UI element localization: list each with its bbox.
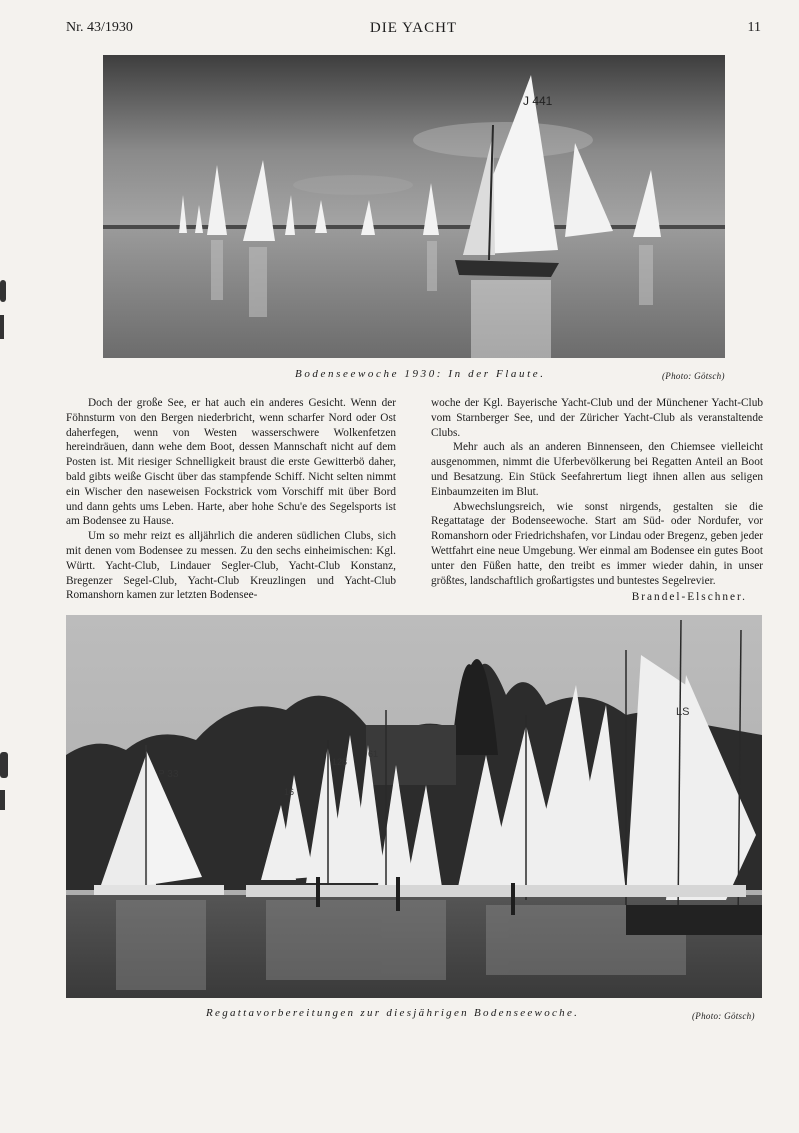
scan-margin-mark (0, 280, 6, 302)
article-column-right (431, 396, 763, 605)
photo1-caption: Bodenseewoche 1930: In der Flaute. (295, 368, 546, 380)
sail-number-ls: LS (676, 706, 690, 718)
magazine-title: DIE YACHT (369, 20, 458, 36)
photo-regatta-preparations (66, 615, 762, 998)
page-header (66, 20, 761, 42)
photo1-credit: (Photo: Götsch) (662, 371, 725, 381)
sail-number-main: J 441 (523, 94, 553, 108)
article-paragraph: woche der Kgl. Bayerische Yacht-Club und der Münchener Yacht-Club vom Starnberger See, und der Züricher Yacht-Club als veranstaltende Clubs. (431, 397, 763, 439)
scan-margin-mark (0, 752, 8, 778)
author-signature: Brandel-Elschner. (631, 591, 747, 604)
article-paragraph: Mehr auch als an anderen Binnenseen, den Chiemsee vielleicht ausgenommen, nimmt die Uferbevölkerung bei Regatten Anteil an Boot und Besatzung. Ein Stück Seefahrertum liegt ihnen allen aus seligen Einbaumzeiten im Blut. (431, 441, 763, 498)
article-paragraph: Doch der große See, er hat auch ein anderes Gesicht. Wenn der Föhnsturm von den Bergen niederbricht, wenn scharfer Nord oder Ost daherfegen, wenn von Westen wasserschwere Wolkenfetzen hereindräuen, dann wehe dem Boot, dessen Mannschaft nicht auf dem Posten ist. Mit riesiger Schnelligkeit braust die erste Gewitterbö daher, bald gibts weiße Gischt über das stampfende Schiff. Nicht selten nimmt ein Wischer den naseweisen Fockstrick vom Vorschiff mit über Bord und dann gehts ums Leben. Harte, aber hohe Schu'e des Segelsports ist am Bodensee zu Hause. (66, 397, 396, 528)
sail-number-p33: P 33 (158, 769, 179, 780)
sail-number-16: 16 (284, 787, 295, 797)
scan-margin-mark (0, 790, 5, 810)
article-paragraph: Um so mehr reizt es alljährlich die anderen südlichen Clubs, sich mit denen vom Bodensee zu messen. Zu den sechs einheimischen: Kgl. Württ. Yacht-Club, Lindauer Segler-Club, Yacht-Club Konstanz, Bregenzer Segel-Club, Yacht-Club Kreuzlingen und Yacht-Club Romanshorn kamen zur letzten Bodensee- (66, 530, 396, 602)
issue-number: Nr. 43/1930 (66, 20, 133, 35)
photo-regatta-calm (103, 55, 725, 358)
photo2-credit: (Photo: Götsch) (692, 1011, 755, 1021)
sail-number-61: 61 (368, 749, 379, 759)
article-paragraph: Abwechslungsreich, wie sonst nirgends, gestalten sie die Regattatage der Bodenseewoche. Start am Süd- oder Nordufer, vor Romanshorn oder Friedrichshafen, vor Lindau oder Bregenz, geben jeder Wettfahrt eine neue Umgebung. Wer einmal am Bodensee ein gutes Boot unter den Füßen hatte, den treibt es immer wieder dahin, in unser größtes, landschaftlich großartigstes und buntestes Segelrevier. (431, 500, 763, 587)
scan-margin-mark (0, 315, 4, 339)
sail-number-128: 128 (332, 757, 348, 767)
page-number: 11 (747, 20, 761, 35)
photo2-caption: Regattavorbereitungen zur diesjährigen Bodenseewoche. (206, 1007, 580, 1019)
article-column-left (66, 396, 396, 603)
